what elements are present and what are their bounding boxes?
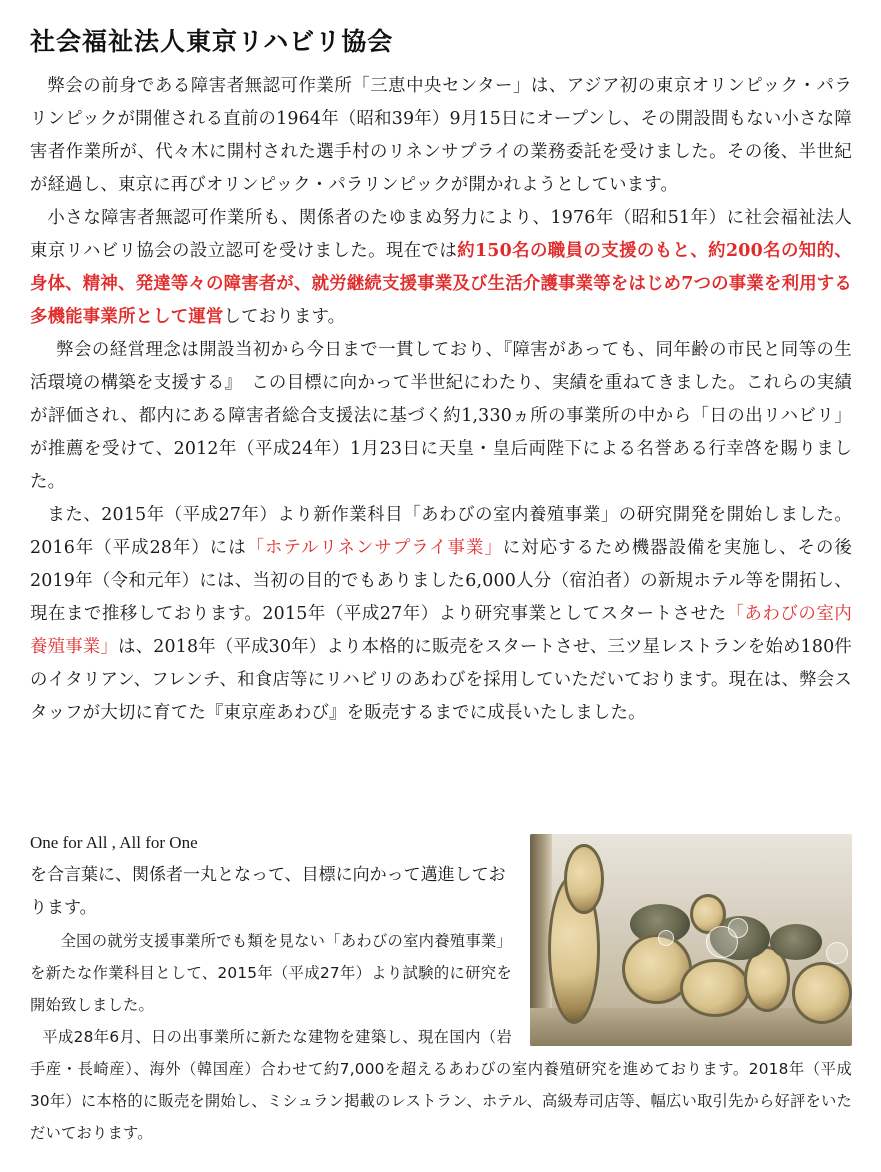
highlight-abalone: 「あわびの室内養殖事業」 xyxy=(30,604,852,657)
paragraph-4-text-b: に対応するため機器設備を実施し、その後2019年（令和元年）には、当初の目的でもありました6,000人分（宿泊者）の新規ホテル等を開拓し、現在まで推移しております。2015年（平成27年）より研究事業としてスタートさせた xyxy=(30,538,852,624)
paragraph-1: 弊会の前身である障害者無認可作業所「三恵中央センター」は、アジア初の東京オリンピック・パラリンピックが開催される直前の1964年（昭和39年）9月15日にオープンし、その開設間もない小さな障害者作業所が、代々木に開村された選手村のリネンサプライの業務委託を受けました。その後、半世紀が経過し、東京に再びオリンピック・パラリンピックが開かれようとしています。 xyxy=(30,76,852,195)
paragraph-2-text: 小さな障害者無認可作業所も、関係者のたゆまぬ努力により、1976年（昭和51年）に社会福祉法人東京リハビリ協会の設立認可を受けました。現在では xyxy=(30,208,852,261)
paragraph-4 xyxy=(30,499,852,730)
bubble xyxy=(826,942,848,964)
abalone xyxy=(770,924,822,960)
page-title: 社会福祉法人東京リハビリ協会 xyxy=(30,27,394,56)
paragraph-2-highlight: 約150名の職員の支援のもと、約200名の知的、身体、精神、発達等々の障害者が、就労継続支援事業及び生活介護事業等をはじめ7つの事業を利用する多機能事業所として運営 xyxy=(30,241,853,327)
highlight-hotel-linen: 「ホテルリネンサプライ事業」 xyxy=(246,538,503,558)
abalone xyxy=(680,959,750,1017)
bubble xyxy=(728,918,748,938)
bubble xyxy=(658,930,674,946)
abalone-paragraph-2: 平成28年6月、日の出事業所に新たな建物を建築し、現在国内（岩手産・長崎産）、海外（韓国産）合わせて約7,000を超えるあわびの室内養殖研究を進めております。2018年（平成30年）に本格的に販売を開始し、ミシュラン掲載のレストラン、ホテル、高級寿司店等、幅広い取引先から好評をいただいております。 xyxy=(30,1028,852,1142)
paragraph-2-tail: しております。 xyxy=(223,307,346,327)
motto: One for All , All for One xyxy=(30,833,198,852)
motto-caption: を合言葉に、関係者一丸となって、目標に向かって邁進しております。 xyxy=(30,865,506,918)
paragraph-4-text-c: は、2018年（平成30年）より本格的に販売をスタートさせ、三ツ星レストランを始め180件のイタリアン、フレンチ、和食店等にリハビリのあわびを採用していただいております。現在は、弊会スタッフが大切に育てた『東京産あわび』を販売するまでに成長いたしました。 xyxy=(30,637,852,723)
abalone xyxy=(564,844,604,914)
main-text xyxy=(30,70,852,730)
abalone-paragraph-1: 全国の就労支援事業所でも類を見ない「あわびの室内養殖事業」を新たな作業科目として、2015年（平成27年）より試験的に研究を開始致しました。 xyxy=(30,932,512,1014)
bottom-section xyxy=(30,826,852,1149)
abalone-tank-photo xyxy=(530,834,852,1046)
paragraph-2 xyxy=(30,202,852,334)
paragraph-3: 弊会の経営理念は開設当初から今日まで一貫しており、『障害があっても、同年齢の市民と同等の生活環境の構築を支援する』 この目標に向かって半世紀にわたり、実績を重ねてきました。これらの実績が評価され、都内にある障害者総合支援法に基づく約1,330ヵ所の事業所の中から「日の出リハビリ」が推薦を受けて、2012年（平成24年）1月23日に天皇・皇后両陛下による名誉ある行幸啓を賜りました。 xyxy=(30,340,852,492)
abalone xyxy=(792,962,852,1024)
paragraph-4-text-a: また、2015年（平成27年）より新作業科目「あわびの室内養殖事業」の研究開発を開始しました。2016年（平成28年）には xyxy=(30,505,852,558)
